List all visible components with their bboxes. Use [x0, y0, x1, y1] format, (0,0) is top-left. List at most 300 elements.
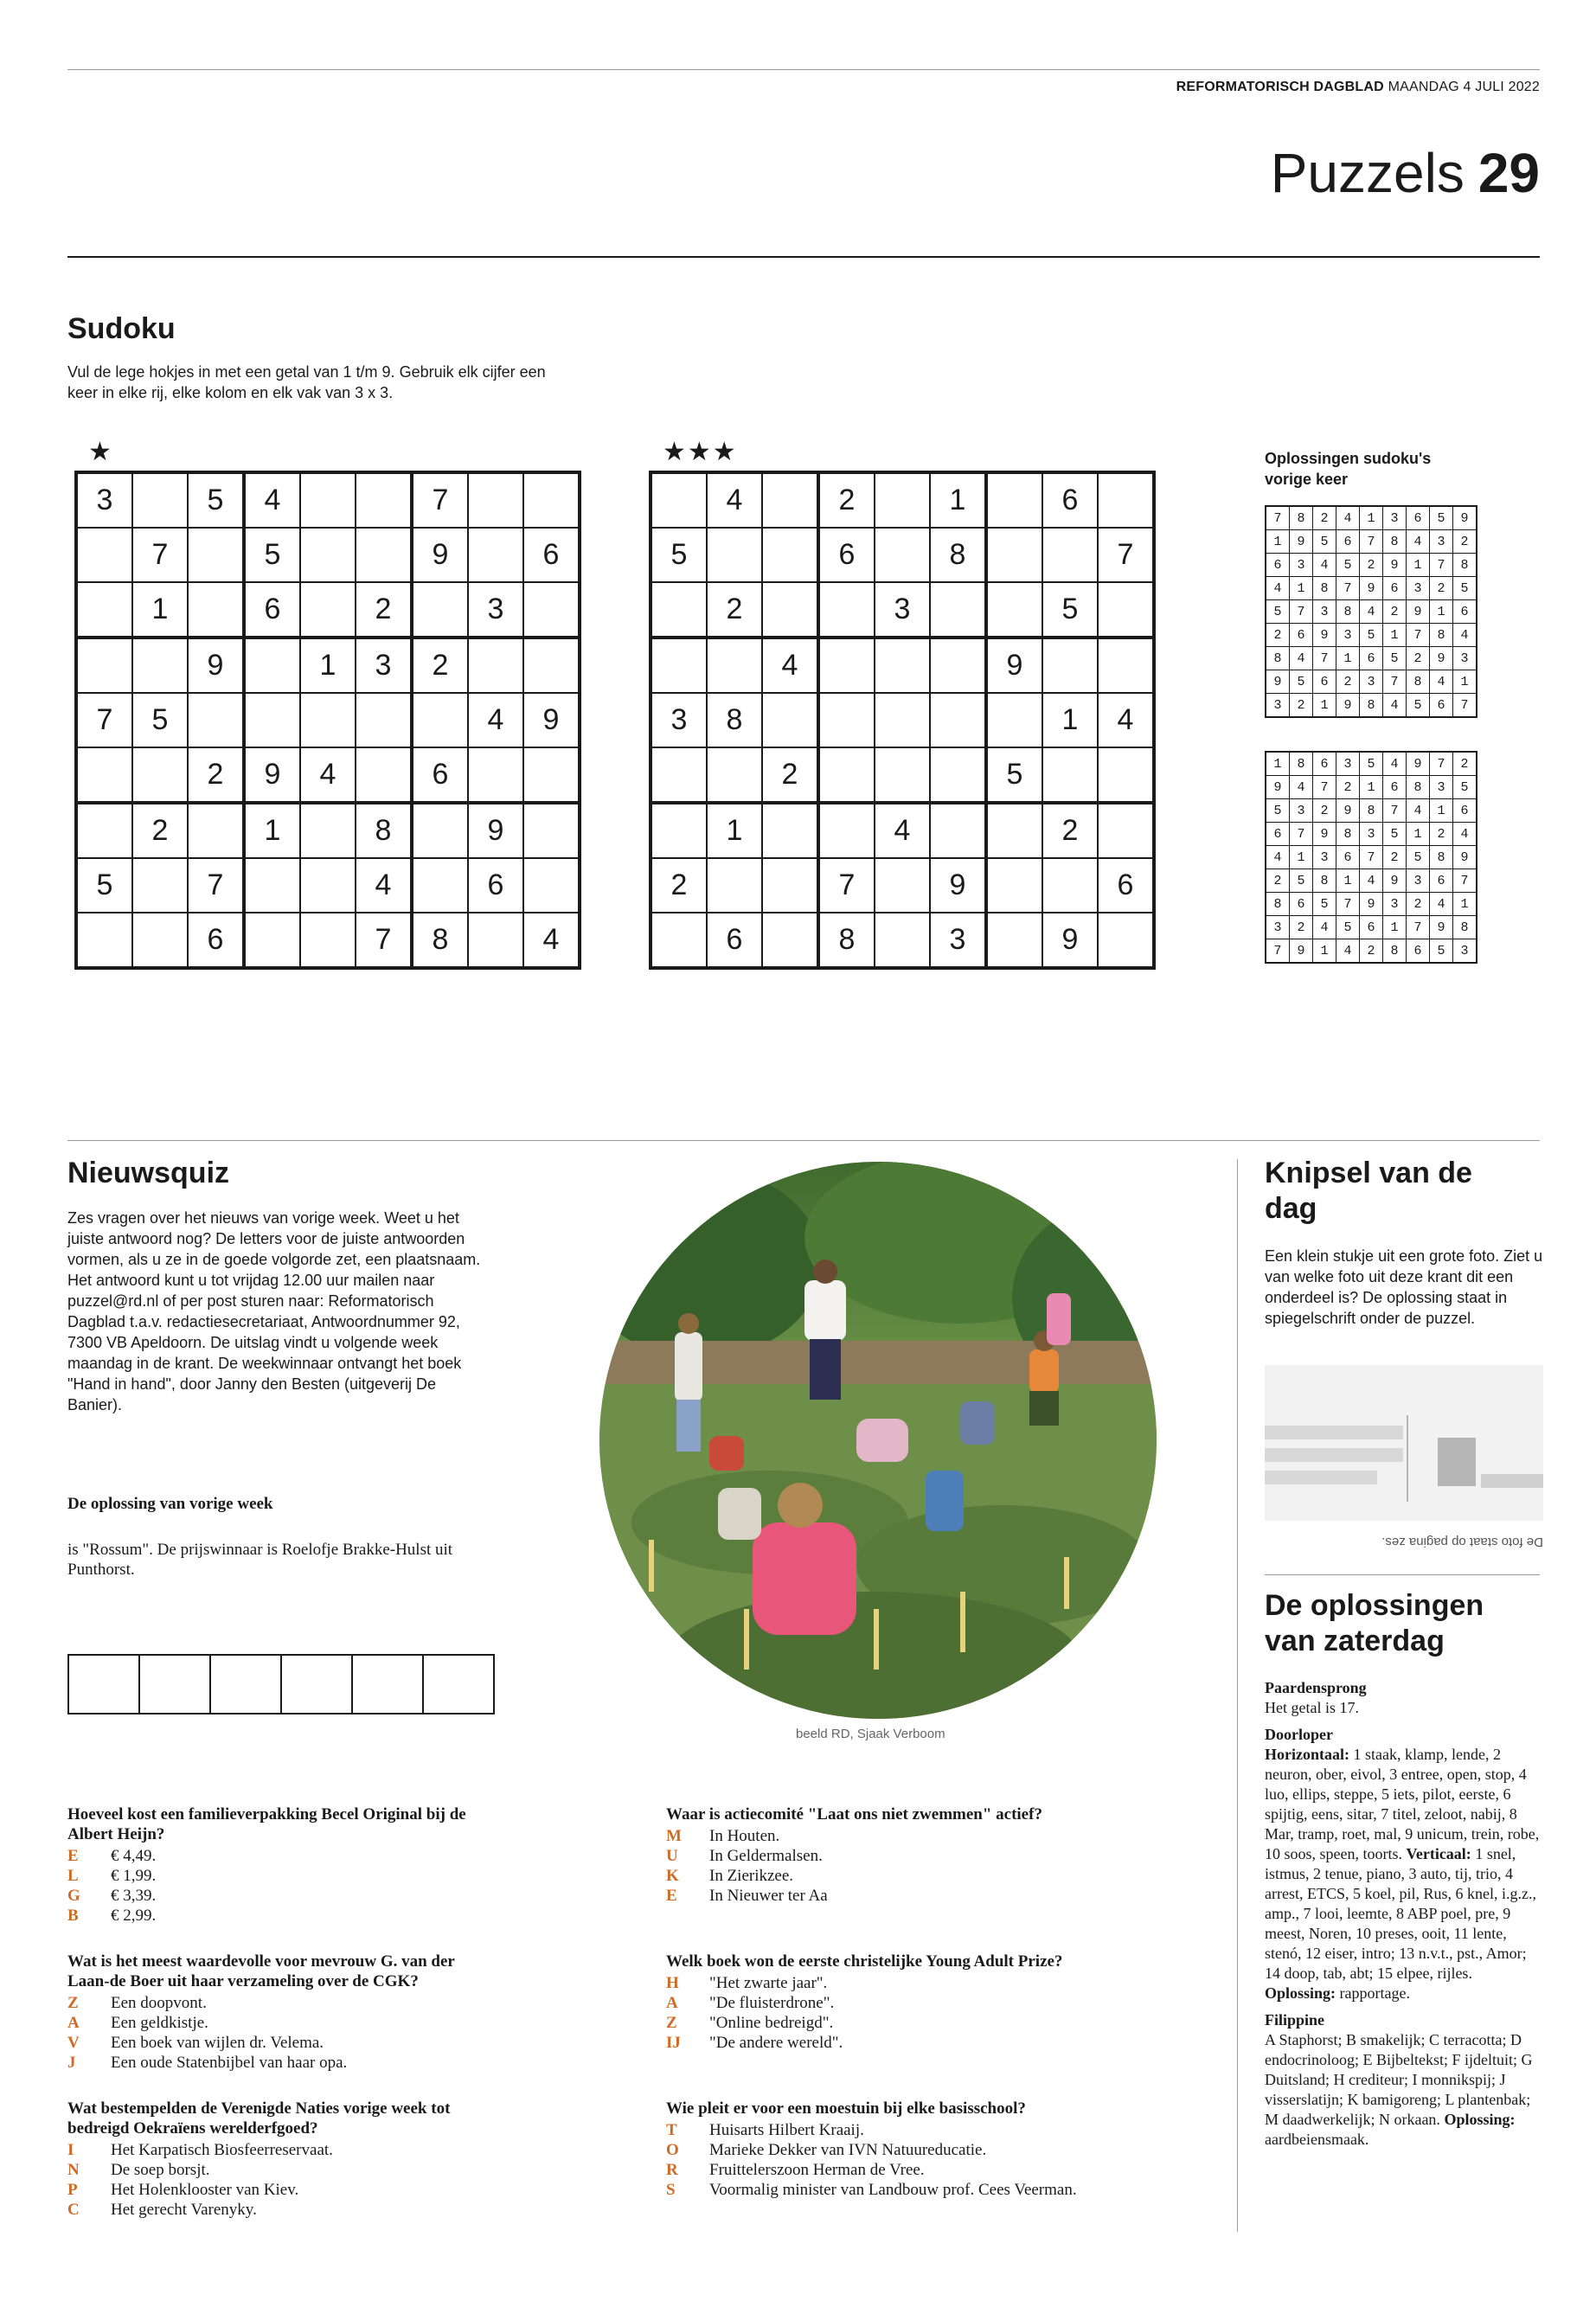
solution-cell: 3: [1313, 600, 1336, 624]
sudoku-cell[interactable]: [651, 913, 707, 968]
answer-box[interactable]: [424, 1656, 493, 1713]
solution-cell: 8: [1290, 506, 1313, 530]
sudoku-cell: 3: [468, 582, 523, 638]
sudoku-cell[interactable]: [986, 913, 1042, 968]
sudoku-cell[interactable]: [412, 693, 468, 747]
sudoku-cell[interactable]: [1042, 528, 1098, 582]
sudoku-cell[interactable]: [300, 528, 356, 582]
solution-cell: 8: [1336, 600, 1360, 624]
answer-text: Het Holenklooster van Kiev.: [111, 2181, 299, 2199]
answer-option: [67, 1866, 491, 1886]
solution-cell: 1: [1266, 530, 1290, 554]
section-name: Puzzels: [1270, 142, 1465, 204]
sudoku-cell: 7: [1098, 528, 1154, 582]
sudoku-cell[interactable]: [930, 747, 986, 803]
answer-letter: I: [67, 2141, 74, 2159]
sudoku-title: Sudoku: [67, 312, 176, 345]
solution-cell: 6: [1290, 624, 1313, 647]
sudoku-cell[interactable]: [132, 858, 188, 913]
answer-option: [666, 1993, 1090, 2013]
sudoku-cell[interactable]: [762, 803, 818, 858]
solution-cell: 8: [1407, 670, 1430, 694]
solution-cell: 7: [1383, 670, 1407, 694]
solution-cell: 8: [1313, 577, 1336, 600]
solution-cell: 8: [1336, 823, 1360, 846]
solution-cell: 5: [1336, 554, 1360, 577]
solution-cell: 1: [1360, 506, 1383, 530]
solution-cell: 2: [1407, 647, 1430, 670]
sudoku-cell[interactable]: [188, 528, 244, 582]
sudoku-cell: 5: [651, 528, 707, 582]
solution-cell: 4: [1430, 670, 1453, 694]
quiz-question-4: [666, 1804, 1090, 1906]
sudoku-cell[interactable]: [244, 913, 300, 968]
answer-letter: N: [67, 2161, 80, 2179]
sudoku-cell[interactable]: [244, 693, 300, 747]
filippine-oplossing: aardbeiensmaak.: [1265, 2131, 1369, 2148]
solution-cell: 7: [1407, 916, 1430, 939]
answer-letter: V: [67, 2034, 80, 2052]
sudoku-cell: 1: [1042, 693, 1098, 747]
solution-cell: 5: [1383, 823, 1407, 846]
answer-letter: E: [67, 1847, 79, 1865]
sudoku-cell: 4: [875, 803, 930, 858]
solution-cell: 4: [1266, 846, 1290, 869]
solution-cell: 9: [1266, 776, 1290, 799]
sudoku-cell: 7: [76, 693, 132, 747]
sudoku-cell[interactable]: [930, 803, 986, 858]
solution-cell: 7: [1266, 939, 1290, 964]
solution-cell: 5: [1336, 916, 1360, 939]
solution-cell: 4: [1290, 647, 1313, 670]
sudoku-cell[interactable]: [300, 913, 356, 968]
solution-cell: 7: [1336, 893, 1360, 916]
answer-text: € 2,99.: [111, 1907, 157, 1925]
solution-cell: 1: [1313, 694, 1336, 718]
solution-cell: 7: [1383, 799, 1407, 823]
solution-cell: 1: [1453, 670, 1477, 694]
sudoku-cell[interactable]: [875, 913, 930, 968]
sudoku-cell: 6: [188, 913, 244, 968]
sudoku-cell[interactable]: [1098, 803, 1154, 858]
solution-cell: 3: [1430, 776, 1453, 799]
solution-cell: 2: [1266, 869, 1290, 893]
answer-text: Marieke Dekker van IVN Natuureducatie.: [709, 2141, 987, 2159]
answer-letter: B: [67, 1907, 79, 1925]
sudoku-cell[interactable]: [76, 638, 132, 693]
sudoku-cell[interactable]: [651, 747, 707, 803]
solution-cell: 3: [1360, 823, 1383, 846]
sudoku-cell[interactable]: [707, 528, 762, 582]
solution-cell: 5: [1407, 846, 1430, 869]
solution-cell: 7: [1453, 694, 1477, 718]
sudoku-cell: 6: [707, 913, 762, 968]
solution-cell: 6: [1360, 916, 1383, 939]
solution-cell: 4: [1453, 823, 1477, 846]
sudoku-cell[interactable]: [1042, 858, 1098, 913]
solution-cell: 5: [1360, 752, 1383, 776]
sudoku-cell[interactable]: [986, 582, 1042, 638]
solution-cell: 5: [1430, 506, 1453, 530]
sudoku-cell: 9: [930, 858, 986, 913]
solution-cell: 9: [1290, 939, 1313, 964]
sudoku-cell[interactable]: [930, 582, 986, 638]
sudoku-cell[interactable]: [875, 472, 930, 528]
filippine-oplossing-label: Oplossing:: [1444, 2111, 1516, 2128]
quiz-question-5: [666, 1952, 1090, 2053]
sudoku-cell[interactable]: [930, 638, 986, 693]
sudoku-grid-easy[interactable]: [74, 471, 581, 970]
solution-cell: 8: [1313, 869, 1336, 893]
solution-cell: 6: [1453, 799, 1477, 823]
sudoku-cell: 6: [412, 747, 468, 803]
solution-cell: 2: [1430, 823, 1453, 846]
sudoku-cell[interactable]: [986, 858, 1042, 913]
sudoku-cell[interactable]: [875, 693, 930, 747]
solution-cell: 4: [1453, 624, 1477, 647]
answer-letter: T: [666, 2121, 677, 2139]
answer-option: [67, 2033, 491, 2053]
sudoku-cell[interactable]: [1098, 638, 1154, 693]
solution-cell: 5: [1313, 530, 1336, 554]
sudoku-cell: 3: [930, 913, 986, 968]
sudoku-cell[interactable]: [244, 858, 300, 913]
sudoku-cell: 1: [930, 472, 986, 528]
verticaal-text: 1 snel, istmus, 2 tenue, piano, 3 auto, tij, trio, 4 arrest, ETCS, 5 koel, pil, Rus, 6 knel, i.g.z., amp., 7 looi, leemte, 8 ABP poel, pre, 9 meest, Noren, 10 preses, ooit, 11 lente, stenó, 12 eiser, intro; 13 n.v.t., pst., Amor; 14 doop, tab, abt; 15 elpee, rijles.: [1265, 1845, 1536, 1982]
sudoku-cell[interactable]: [762, 472, 818, 528]
sudoku-cell: 2: [707, 582, 762, 638]
sudoku-cell[interactable]: [523, 858, 580, 913]
sudoku-cell[interactable]: [300, 582, 356, 638]
sudoku-cell[interactable]: [762, 693, 818, 747]
answer-box[interactable]: [282, 1656, 353, 1713]
sudoku-cell[interactable]: [356, 747, 412, 803]
solution-cell: 8: [1266, 893, 1290, 916]
masthead: [1176, 80, 1540, 95]
sudoku-cell[interactable]: [1042, 638, 1098, 693]
solution-cell: 5: [1313, 893, 1336, 916]
sudoku-cell[interactable]: [930, 693, 986, 747]
sudoku-cell[interactable]: [651, 472, 707, 528]
solution-cell: 2: [1313, 506, 1336, 530]
solution-cell: 1: [1313, 939, 1336, 964]
zaterdag-title: De oplossingen van zaterdag: [1265, 1589, 1484, 1657]
answer-boxes[interactable]: [67, 1654, 495, 1715]
solution-cell: 3: [1383, 893, 1407, 916]
zaterdag-solutions: [1265, 1678, 1543, 2157]
paardensprong-title: Paardensprong: [1265, 1679, 1367, 1696]
solution-cell: 7: [1336, 577, 1360, 600]
sudoku-cell[interactable]: [762, 858, 818, 913]
sudoku-cell: 1: [132, 582, 188, 638]
filippine-title: Filippine: [1265, 2011, 1325, 2029]
sudoku-cell[interactable]: [188, 582, 244, 638]
sudoku-cell: 6: [244, 582, 300, 638]
answer-option: [666, 2033, 1090, 2053]
answer-text: "De fluisterdrone".: [709, 1994, 835, 2012]
answer-option: [666, 1886, 1090, 1906]
solution-cell: 3: [1313, 846, 1336, 869]
solution-cell: 2: [1266, 624, 1290, 647]
sudoku-cell[interactable]: [875, 858, 930, 913]
sudoku-cell[interactable]: [523, 472, 580, 528]
sudoku-cell[interactable]: [468, 913, 523, 968]
sudoku-cell[interactable]: [76, 913, 132, 968]
answer-box[interactable]: [353, 1656, 424, 1713]
solution-cell: 2: [1313, 799, 1336, 823]
sudoku-cell[interactable]: [523, 638, 580, 693]
sudoku-cell[interactable]: [412, 582, 468, 638]
solution-cell: 9: [1453, 846, 1477, 869]
answer-text: "De andere wereld".: [709, 2034, 843, 2052]
sudoku-cell[interactable]: [132, 638, 188, 693]
sudoku-cell: 9: [244, 747, 300, 803]
knipsel-intro: Een klein stukje uit een grote foto. Ziet u van welke foto uit deze krant dit een onderdeel is? De oplossing staat in spiegelschrift onder de puzzel.: [1265, 1247, 1543, 1327]
solution-cell: 9: [1313, 823, 1336, 846]
sudoku-cell[interactable]: [523, 582, 580, 638]
last-week-text: is "Rossum". De prijswinnaar is Roelofje Brakke-Hulst uit Punthorst.: [67, 1541, 453, 1579]
sudoku-cell: 2: [1042, 803, 1098, 858]
sudoku-solution-grid-1: [1265, 505, 1477, 718]
sudoku-cell[interactable]: [412, 858, 468, 913]
solution-cell: 5: [1383, 647, 1407, 670]
answer-text: Het Karpatisch Biosfeerreservaat.: [111, 2141, 333, 2159]
answer-option: [666, 1866, 1090, 1886]
sudoku-cell[interactable]: [300, 858, 356, 913]
sudoku-cell[interactable]: [356, 528, 412, 582]
sudoku-cell[interactable]: [356, 693, 412, 747]
sudoku-cell[interactable]: [651, 582, 707, 638]
nieuwsquiz-title: Nieuwsquiz: [67, 1157, 230, 1189]
doorloper-oplossing-label: Oplossing:: [1265, 1984, 1336, 2002]
answer-option: [666, 2160, 1090, 2180]
sudoku-cell[interactable]: [76, 528, 132, 582]
solution-cell: 9: [1266, 670, 1290, 694]
nieuwsquiz-intro: Zes vragen over het nieuws van vorige week. Weet u het juiste antwoord nog? De letters voor de juiste antwoorden vormen, als u ze in de goede volgorde zet, een plaatsnaam. Het antwoord kunt u tot vrijdag 12.00 uur mailen naar puzzel@rd.nl of per post sturen naar: Reformatorisch Dagblad t.a.v. redactiesecretariaat, Antwoordnummer 92, 7300 VB Apeldoorn. De uitslag vindt u volgende week maandag in de krant. De weekwinnaar ontvangt het boek "Hand in hand", door Janny den Besten (uitgeverij De Banier).: [67, 1209, 481, 1413]
sudoku-cell: 6: [1098, 858, 1154, 913]
solution-cell: 2: [1336, 776, 1360, 799]
sudoku-cell: 1: [707, 803, 762, 858]
solution-cell: 6: [1266, 554, 1290, 577]
sudoku-cell[interactable]: [986, 528, 1042, 582]
sudoku-cell: 9: [412, 528, 468, 582]
solution-cell: 3: [1336, 624, 1360, 647]
sudoku-cell[interactable]: [1098, 582, 1154, 638]
solution-cell: 4: [1407, 799, 1430, 823]
solution-cell: 6: [1266, 823, 1290, 846]
question-text: Wat bestempelden de Verenigde Naties vorige week tot bedreigd Oekraïens werelderfgoed?: [67, 2099, 451, 2138]
answer-option: [67, 1846, 491, 1866]
sudoku-cell: 9: [468, 803, 523, 858]
answer-option: [67, 1906, 491, 1926]
sudoku-cell[interactable]: [762, 913, 818, 968]
sudoku-cell[interactable]: [986, 472, 1042, 528]
sudoku-cell[interactable]: [762, 582, 818, 638]
solution-cell: 2: [1290, 916, 1313, 939]
sudoku-cell[interactable]: [1042, 747, 1098, 803]
sudoku-cell: 9: [188, 638, 244, 693]
answer-letter: G: [67, 1887, 80, 1905]
question-text: Welk boek won de eerste christelijke Young Adult Prize?: [666, 1952, 1063, 1971]
difficulty-three-stars: ★★★: [663, 438, 738, 466]
solution-cell: 1: [1336, 647, 1360, 670]
sudoku-cell[interactable]: [875, 747, 930, 803]
sudoku-cell: 7: [356, 913, 412, 968]
paardensprong-text: Het getal is 17.: [1265, 1699, 1359, 1716]
answer-box[interactable]: [211, 1656, 282, 1713]
solution-cell: 1: [1290, 577, 1313, 600]
sudoku-cell: 8: [412, 913, 468, 968]
sudoku-cell[interactable]: [707, 638, 762, 693]
difficulty-one-star: ★: [88, 438, 113, 466]
answer-option: [666, 2120, 1090, 2140]
solution-cell: 2: [1453, 530, 1477, 554]
sudoku-cell[interactable]: [707, 858, 762, 913]
sudoku-cell[interactable]: [1098, 747, 1154, 803]
solution-cell: 3: [1290, 799, 1313, 823]
sudoku-cell: 5: [132, 693, 188, 747]
solution-cell: 2: [1336, 670, 1360, 694]
sudoku-cell[interactable]: [468, 638, 523, 693]
sudoku-cell[interactable]: [1098, 913, 1154, 968]
sudoku-cell[interactable]: [76, 803, 132, 858]
sudoku-cell[interactable]: [1098, 472, 1154, 528]
solution-cell: 4: [1266, 577, 1290, 600]
solution-cell: 9: [1360, 893, 1383, 916]
solution-cell: 7: [1266, 506, 1290, 530]
sudoku-cell: 8: [818, 913, 875, 968]
answer-option: [67, 2140, 491, 2160]
sudoku-cell[interactable]: [875, 528, 930, 582]
solution-cell: 3: [1266, 916, 1290, 939]
solution-cell: 1: [1336, 869, 1360, 893]
sudoku-cell[interactable]: [986, 803, 1042, 858]
sudoku-cell: 3: [875, 582, 930, 638]
sudoku-cell[interactable]: [818, 693, 875, 747]
answer-letter: C: [67, 2201, 80, 2219]
answer-option: [67, 2013, 491, 2033]
solution-cell: 8: [1383, 530, 1407, 554]
sudoku-cell[interactable]: [818, 582, 875, 638]
solution-cell: 7: [1430, 752, 1453, 776]
solution-cell: 5: [1266, 799, 1290, 823]
sudoku-cell[interactable]: [356, 472, 412, 528]
answer-letter: E: [666, 1887, 677, 1905]
sudoku-cell[interactable]: [523, 747, 580, 803]
sudoku-cell[interactable]: [468, 528, 523, 582]
solution-cell: 5: [1453, 776, 1477, 799]
sudoku-cell[interactable]: [412, 803, 468, 858]
sudoku-cell[interactable]: [875, 638, 930, 693]
solution-cell: 9: [1430, 647, 1453, 670]
sudoku-cell: 2: [188, 747, 244, 803]
sudoku-cell[interactable]: [651, 638, 707, 693]
sudoku-grid-hard[interactable]: [649, 471, 1156, 970]
sudoku-cell[interactable]: [132, 913, 188, 968]
answer-box[interactable]: [69, 1656, 140, 1713]
knipsel-mirror-text: De foto staat op pagina zes.: [1381, 1535, 1543, 1549]
solution-cell: 1: [1266, 752, 1290, 776]
sudoku-cell[interactable]: [707, 747, 762, 803]
knipsel-title: Knipsel van de dag: [1265, 1157, 1472, 1225]
solution-cell: 3: [1430, 530, 1453, 554]
sudoku-cell: 5: [76, 858, 132, 913]
solution-cell: 7: [1360, 530, 1383, 554]
solution-cell: 1: [1360, 776, 1383, 799]
sudoku-cell[interactable]: [76, 582, 132, 638]
answer-box[interactable]: [140, 1656, 211, 1713]
answer-letter: L: [67, 1867, 79, 1885]
sudoku-cell: 6: [523, 528, 580, 582]
sudoku-cell: 4: [707, 472, 762, 528]
sudoku-cell[interactable]: [523, 803, 580, 858]
sudoku-cell[interactable]: [132, 472, 188, 528]
sudoku-cell[interactable]: [300, 472, 356, 528]
garden-photo: [597, 1159, 1159, 1721]
sudoku-cell[interactable]: [244, 638, 300, 693]
sudoku-cell[interactable]: [76, 747, 132, 803]
solution-cell: 8: [1453, 916, 1477, 939]
horizontaal-label: Horizontaal:: [1265, 1746, 1349, 1763]
sudoku-cell: 5: [244, 528, 300, 582]
sudoku-cell[interactable]: [651, 803, 707, 858]
answer-text: Voormalig minister van Landbouw prof. Cees Veerman.: [709, 2181, 1077, 2199]
sudoku-cell[interactable]: [188, 693, 244, 747]
solution-cell: 6: [1360, 647, 1383, 670]
sudoku-cell[interactable]: [188, 803, 244, 858]
answer-text: De soep borsjt.: [111, 2161, 210, 2179]
answer-letter: P: [67, 2181, 78, 2199]
sudoku-cell: 3: [356, 638, 412, 693]
sudoku-cell[interactable]: [132, 747, 188, 803]
answer-option: [666, 1973, 1090, 1993]
sudoku-cell[interactable]: [986, 693, 1042, 747]
sudoku-cell: 2: [818, 472, 875, 528]
sudoku-cell[interactable]: [300, 693, 356, 747]
sudoku-cell: 2: [762, 747, 818, 803]
answer-letter: R: [666, 2161, 678, 2179]
solution-cell: 8: [1430, 624, 1453, 647]
answer-text: € 1,99.: [111, 1867, 157, 1885]
solution-cell: 8: [1360, 799, 1383, 823]
solution-cell: 6: [1336, 530, 1360, 554]
sudoku-cell[interactable]: [468, 472, 523, 528]
question-text: Hoeveel kost een familieverpakking Becel Original bij de Albert Heijn?: [67, 1805, 466, 1843]
sudoku-cell[interactable]: [762, 528, 818, 582]
sudoku-cell[interactable]: [818, 638, 875, 693]
sudoku-cell[interactable]: [468, 747, 523, 803]
sudoku-solutions-title: Oplossingen sudoku's vorige keer: [1265, 450, 1432, 488]
sudoku-cell[interactable]: [818, 747, 875, 803]
last-week-title: De oplossing van vorige week: [67, 1495, 273, 1513]
solution-cell: 2: [1407, 893, 1430, 916]
knipsel-image: [1265, 1365, 1543, 1521]
sudoku-cell[interactable]: [818, 803, 875, 858]
solution-cell: 7: [1407, 624, 1430, 647]
sudoku-cell[interactable]: [300, 803, 356, 858]
sudoku-cell: 1: [244, 803, 300, 858]
sudoku-cell: 9: [1042, 913, 1098, 968]
solution-cell: 9: [1336, 694, 1360, 718]
solution-cell: 9: [1383, 554, 1407, 577]
sudoku-cell: 3: [76, 472, 132, 528]
answer-option: [67, 1886, 491, 1906]
filippine-text: A Staphorst; B smakelijk; C terracotta; D endocrinoloog; E Bijbeltekst; F ijdeltuit; G Duitsland; H crediteur; I monnikspij; J visserslatijn; K bamigoreng; L plantenbak; M daadwerkelijk; N orkaan.: [1265, 2031, 1533, 2128]
solution-cell: 4: [1383, 752, 1407, 776]
page-number: 29: [1477, 142, 1540, 204]
solution-cell: 3: [1290, 554, 1313, 577]
solution-cell: 9: [1290, 530, 1313, 554]
